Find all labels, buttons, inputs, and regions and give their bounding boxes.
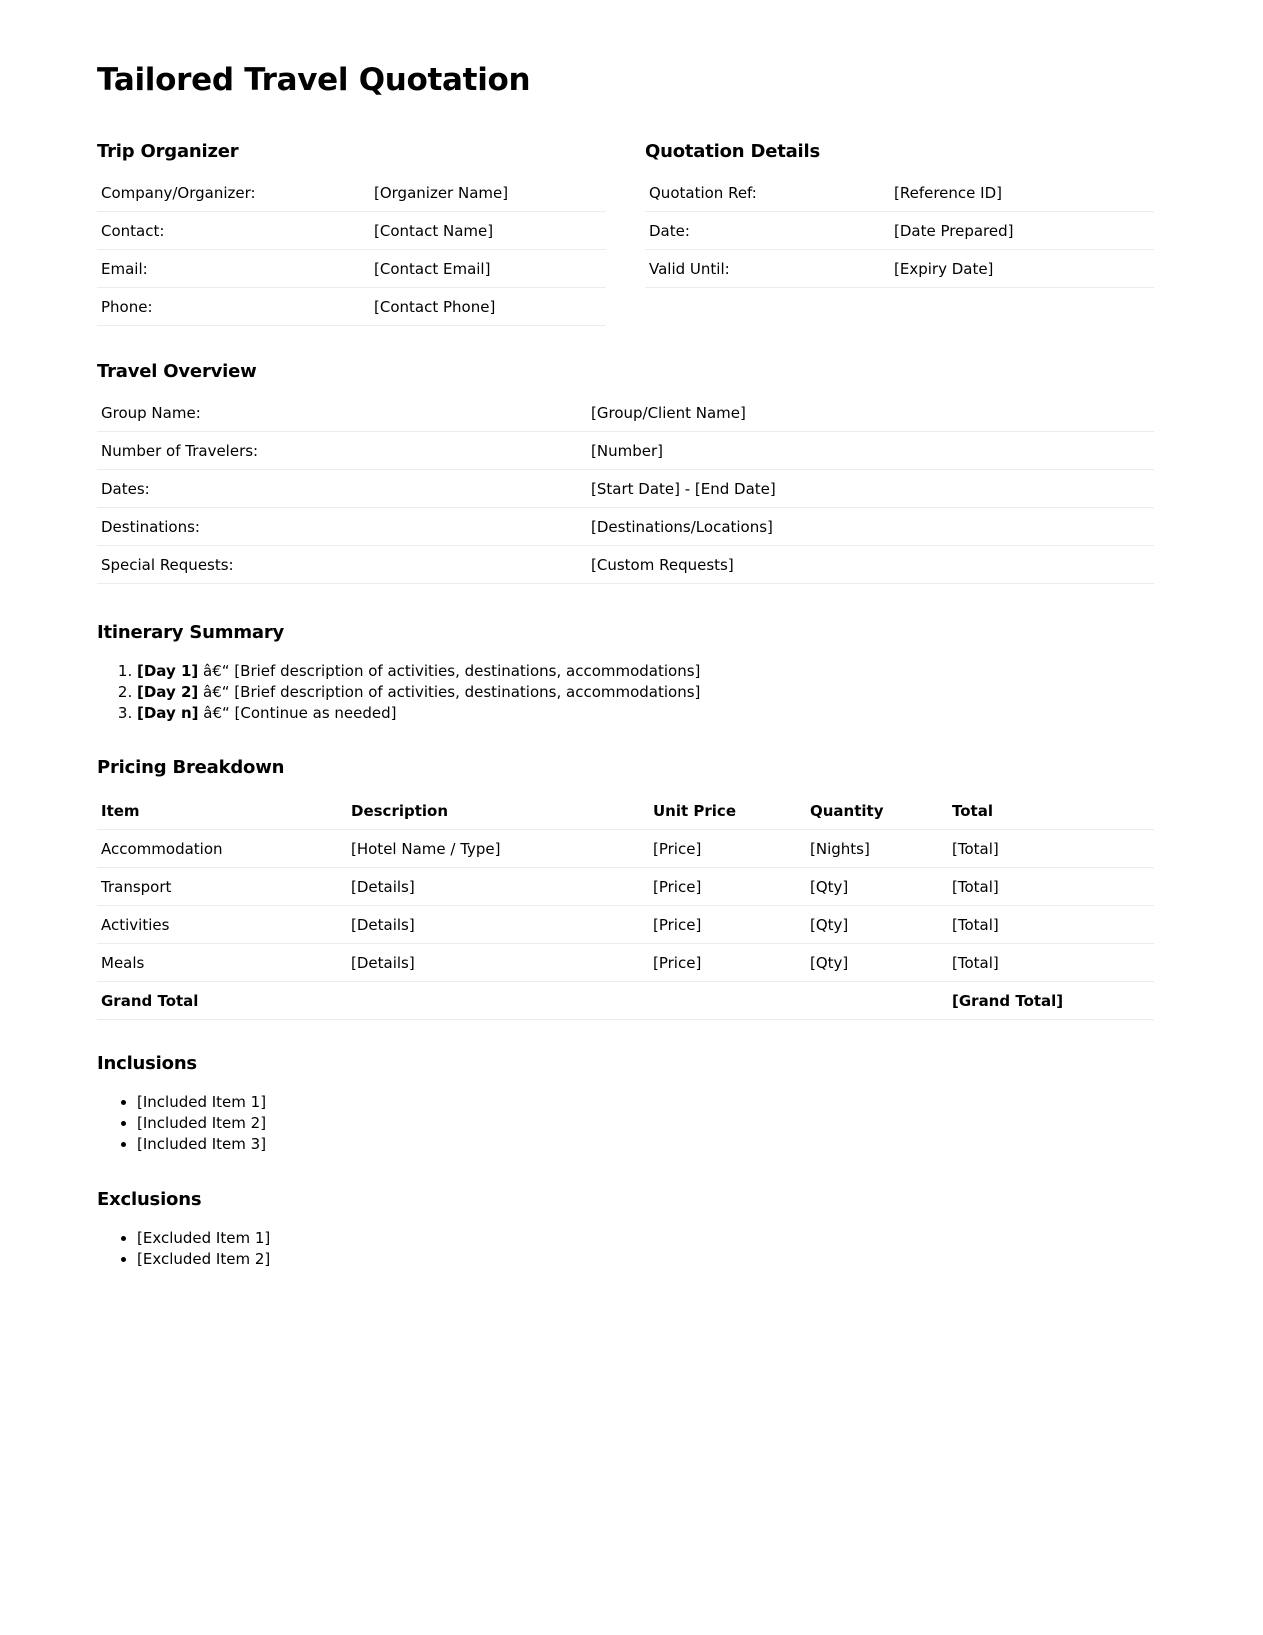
- day-description: â€“ [Brief description of activities, destinations, accommodations]: [198, 662, 701, 680]
- row-label: Number of Travelers:: [97, 432, 587, 470]
- row-label: Date:: [645, 212, 890, 250]
- table-row: [97, 432, 1154, 470]
- row-label: Valid Until:: [645, 250, 890, 288]
- list-item: • [Included Item 2]: [137, 1113, 266, 1134]
- cell-item: Accommodation: [97, 830, 347, 868]
- column-header: Description: [347, 792, 649, 830]
- row-value: [Destinations/Locations]: [587, 508, 1154, 546]
- day-label: [Day 1]: [137, 662, 199, 680]
- row-label: Email:: [97, 250, 370, 288]
- list-item: • [Included Item 1]: [137, 1092, 266, 1113]
- column-header: Total: [948, 792, 1154, 830]
- inclusions-heading: Inclusions: [97, 1053, 197, 1074]
- cell-unit-price: [Price]: [649, 944, 806, 982]
- grand-total-label: Grand Total: [97, 982, 347, 1020]
- row-label: Destinations:: [97, 508, 587, 546]
- day-label: [Day 2]: [137, 683, 199, 701]
- empty-cell: [649, 982, 806, 1020]
- pricing-heading: Pricing Breakdown: [97, 757, 285, 778]
- cell-description: [Details]: [347, 944, 649, 982]
- row-value: [Custom Requests]: [587, 546, 1154, 584]
- empty-cell: [806, 982, 948, 1020]
- travel-overview-table: [97, 394, 1154, 584]
- row-value: [Contact Phone]: [370, 288, 606, 326]
- row-label: Group Name:: [97, 394, 587, 432]
- inclusions-list: [97, 1092, 266, 1155]
- row-label: Special Requests:: [97, 546, 587, 584]
- cell-total: [Total]: [948, 830, 1154, 868]
- day-label: [Day n]: [137, 704, 199, 722]
- row-label: Contact:: [97, 212, 370, 250]
- table-header-row: [97, 792, 1154, 830]
- cell-item: Transport: [97, 868, 347, 906]
- table-row: [97, 546, 1154, 584]
- trip-organizer-heading: Trip Organizer: [97, 141, 239, 162]
- itinerary-heading: Itinerary Summary: [97, 622, 285, 643]
- row-value: [Number]: [587, 432, 1154, 470]
- row-value: [Contact Name]: [370, 212, 606, 250]
- column-header: Quantity: [806, 792, 948, 830]
- cell-description: [Details]: [347, 906, 649, 944]
- row-value: [Reference ID]: [890, 174, 1154, 212]
- exclusions-heading: Exclusions: [97, 1189, 202, 1210]
- row-value: [Group/Client Name]: [587, 394, 1154, 432]
- table-row: [645, 212, 1154, 250]
- row-label: Phone:: [97, 288, 370, 326]
- cell-unit-price: [Price]: [649, 830, 806, 868]
- day-description: â€“ [Brief description of activities, destinations, accommodations]: [198, 683, 701, 701]
- row-value: [Start Date] - [End Date]: [587, 470, 1154, 508]
- cell-quantity: [Qty]: [806, 944, 948, 982]
- table-row: [97, 250, 606, 288]
- grand-total-row: [97, 982, 1154, 1020]
- table-row: [97, 212, 606, 250]
- row-value: [Expiry Date]: [890, 250, 1154, 288]
- cell-item: Activities: [97, 906, 347, 944]
- table-row: [97, 288, 606, 326]
- cell-description: [Details]: [347, 868, 649, 906]
- list-item: • [Included Item 3]: [137, 1134, 266, 1155]
- table-row: [97, 868, 1154, 906]
- table-row: [97, 944, 1154, 982]
- table-row: [97, 174, 606, 212]
- cell-quantity: [Qty]: [806, 906, 948, 944]
- table-row: [97, 906, 1154, 944]
- cell-unit-price: [Price]: [649, 868, 806, 906]
- list-item: [137, 703, 700, 724]
- cell-total: [Total]: [948, 944, 1154, 982]
- cell-total: [Total]: [948, 906, 1154, 944]
- cell-unit-price: [Price]: [649, 906, 806, 944]
- day-description: â€“ [Continue as needed]: [198, 704, 397, 722]
- list-item: • [Excluded Item 2]: [137, 1249, 270, 1270]
- list-item: • [Excluded Item 1]: [137, 1228, 270, 1249]
- table-row: [97, 394, 1154, 432]
- exclusions-list: [97, 1228, 270, 1270]
- table-row: [97, 830, 1154, 868]
- list-item: [137, 661, 700, 682]
- page-title: Tailored Travel Quotation: [97, 62, 531, 98]
- row-label: Company/Organizer:: [97, 174, 370, 212]
- column-header: Unit Price: [649, 792, 806, 830]
- trip-organizer-table: [97, 174, 606, 326]
- travel-overview-heading: Travel Overview: [97, 361, 257, 382]
- row-label: Quotation Ref:: [645, 174, 890, 212]
- quotation-details-table: [645, 174, 1154, 288]
- row-value: [Contact Email]: [370, 250, 606, 288]
- table-row: [97, 470, 1154, 508]
- row-value: [Date Prepared]: [890, 212, 1154, 250]
- itinerary-list: [97, 661, 700, 724]
- cell-description: [Hotel Name / Type]: [347, 830, 649, 868]
- grand-total-value: [Grand Total]: [948, 982, 1154, 1020]
- row-label: Dates:: [97, 470, 587, 508]
- table-row: [97, 508, 1154, 546]
- empty-cell: [347, 982, 649, 1020]
- list-item: [137, 682, 700, 703]
- row-value: [Organizer Name]: [370, 174, 606, 212]
- table-row: [645, 174, 1154, 212]
- column-header: Item: [97, 792, 347, 830]
- table-row: [645, 250, 1154, 288]
- quotation-details-heading: Quotation Details: [645, 141, 821, 162]
- cell-item: Meals: [97, 944, 347, 982]
- pricing-table: [97, 792, 1154, 1020]
- cell-quantity: [Nights]: [806, 830, 948, 868]
- cell-quantity: [Qty]: [806, 868, 948, 906]
- cell-total: [Total]: [948, 868, 1154, 906]
